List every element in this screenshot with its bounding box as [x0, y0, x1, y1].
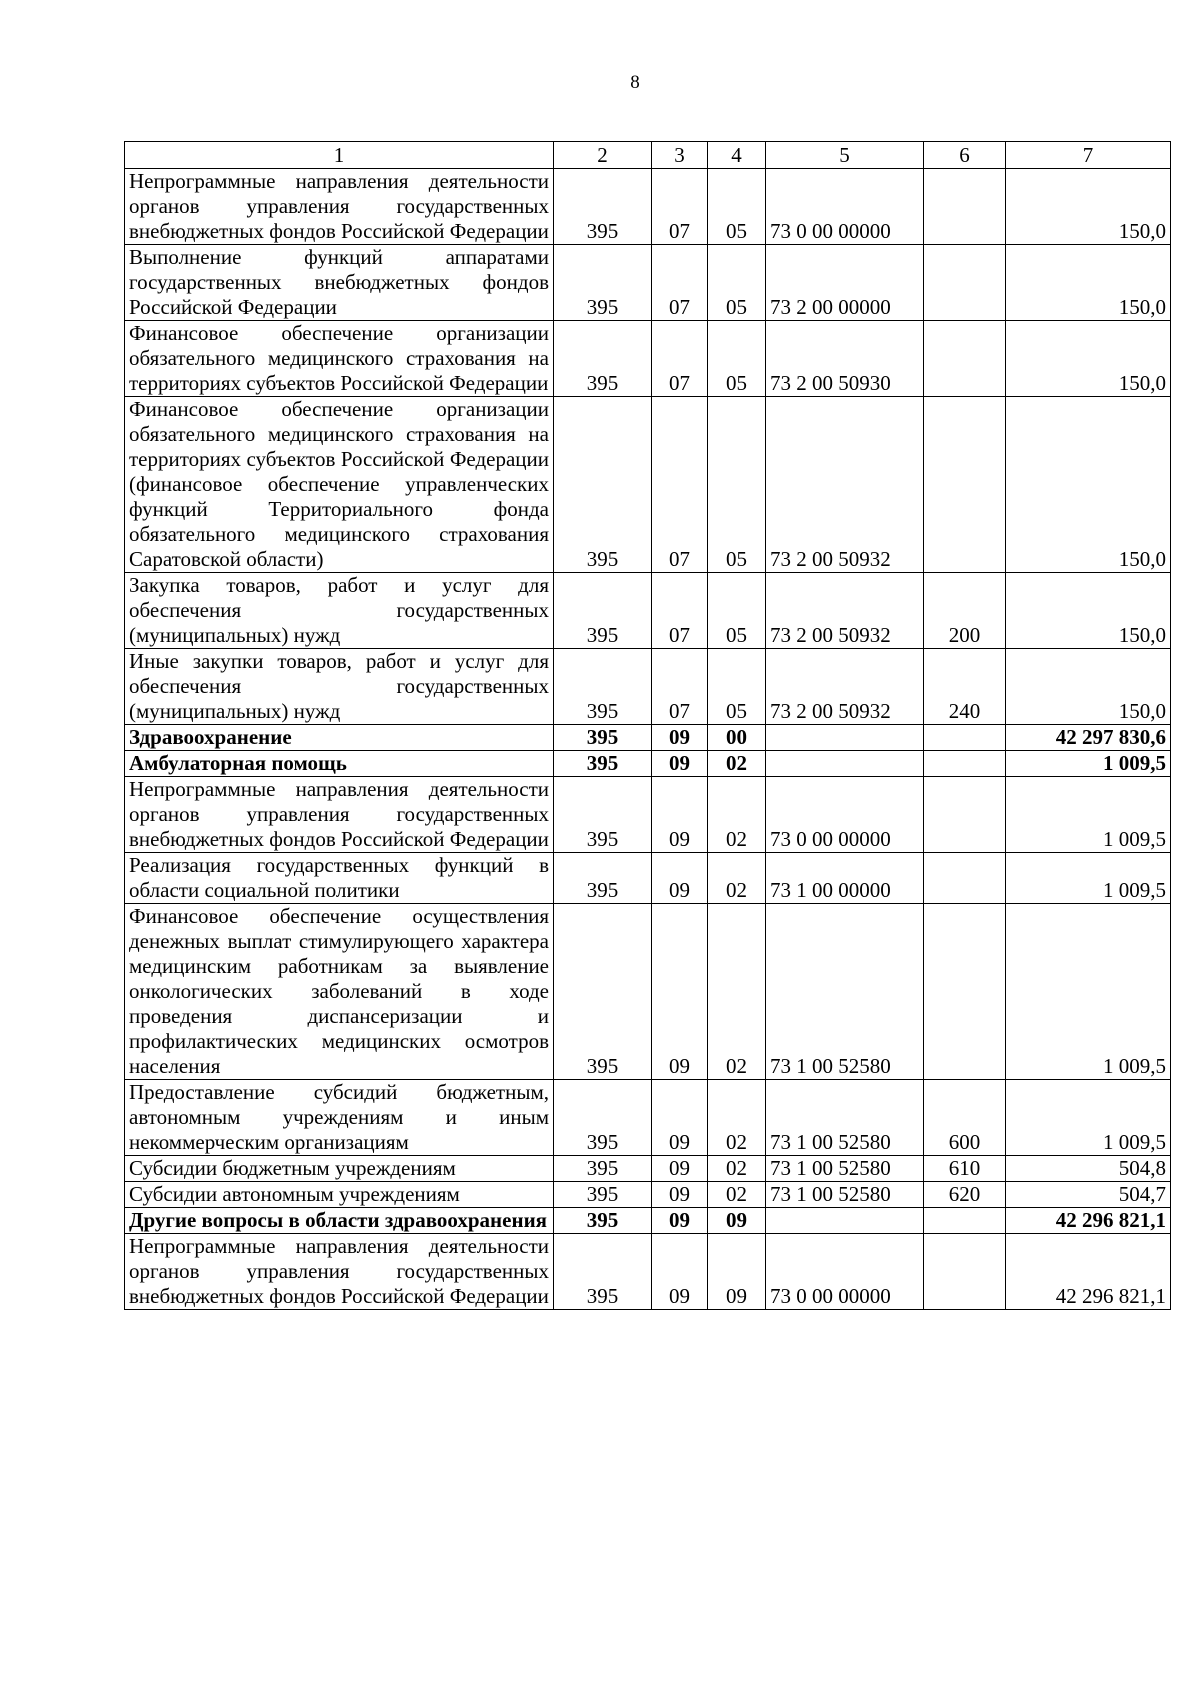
cell-target-item: 73 2 00 50932: [766, 649, 924, 725]
cell-subsection: 05: [708, 573, 766, 649]
cell-subsection: 05: [708, 649, 766, 725]
cell-admin-code: 395: [554, 649, 652, 725]
cell-subsection: 02: [708, 904, 766, 1080]
cell-name: Выполнение функций аппаратами государственных внебюджетных фондов Российской Федерации: [125, 245, 554, 321]
cell-admin-code: 395: [554, 1156, 652, 1182]
cell-amount: 150,0: [1006, 245, 1171, 321]
cell-name: Иные закупки товаров, работ и услуг для обеспечения государственных (муниципальных) нужд: [125, 649, 554, 725]
cell-subsection: 09: [708, 1208, 766, 1234]
cell-subsection: 05: [708, 397, 766, 573]
cell-section: 07: [652, 397, 708, 573]
cell-target-item: 73 0 00 00000: [766, 169, 924, 245]
cell-amount: 150,0: [1006, 397, 1171, 573]
cell-expense-type: 200: [924, 573, 1006, 649]
cell-admin-code: 395: [554, 169, 652, 245]
cell-amount: 1 009,5: [1006, 777, 1171, 853]
cell-name: Амбулаторная помощь: [125, 751, 554, 777]
cell-amount: 1 009,5: [1006, 751, 1171, 777]
cell-admin-code: 395: [554, 751, 652, 777]
cell-expense-type: [924, 725, 1006, 751]
cell-admin-code: 395: [554, 245, 652, 321]
table-row: [125, 1182, 1171, 1208]
cell-subsection: 05: [708, 245, 766, 321]
cell-subsection: 02: [708, 1182, 766, 1208]
cell-target-item: 73 0 00 00000: [766, 777, 924, 853]
cell-target-item: 73 2 00 50930: [766, 321, 924, 397]
table-row: [125, 853, 1171, 904]
cell-admin-code: 395: [554, 1234, 652, 1310]
cell-expense-type: [924, 777, 1006, 853]
column-header: 5: [766, 142, 924, 169]
cell-amount: 150,0: [1006, 649, 1171, 725]
cell-amount: 1 009,5: [1006, 853, 1171, 904]
cell-name: Финансовое обеспечение осуществления денежных выплат стимулирующего характера медицинским работникам за выявление онкологических заболеваний в ходе проведения диспансеризации и профилактических медицинских осмотров населения: [125, 904, 554, 1080]
cell-admin-code: 395: [554, 1208, 652, 1234]
cell-target-item: 73 0 00 00000: [766, 1234, 924, 1310]
cell-section: 09: [652, 725, 708, 751]
cell-section: 09: [652, 751, 708, 777]
cell-target-item: 73 1 00 52580: [766, 1080, 924, 1156]
cell-subsection: 02: [708, 751, 766, 777]
cell-name: Другие вопросы в области здравоохранения: [125, 1208, 554, 1234]
budget-table: [124, 141, 1171, 1310]
cell-name: Финансовое обеспечение организации обязательного медицинского страхования на территориях субъектов Российской Федерации: [125, 321, 554, 397]
table-row: [125, 321, 1171, 397]
cell-name: Непрограммные направления деятельности органов управления государственных внебюджетных фондов Российской Федерации: [125, 169, 554, 245]
table-row: [125, 649, 1171, 725]
cell-target-item: 73 2 00 00000: [766, 245, 924, 321]
cell-section: 07: [652, 649, 708, 725]
cell-subsection: 02: [708, 1080, 766, 1156]
cell-section: 09: [652, 1080, 708, 1156]
cell-amount: 42 296 821,1: [1006, 1208, 1171, 1234]
table-row: [125, 245, 1171, 321]
cell-expense-type: 620: [924, 1182, 1006, 1208]
cell-subsection: 05: [708, 169, 766, 245]
cell-name: Непрограммные направления деятельности органов управления государственных внебюджетных фондов Российской Федерации: [125, 1234, 554, 1310]
cell-target-item: 73 1 00 00000: [766, 853, 924, 904]
cell-admin-code: 395: [554, 777, 652, 853]
table-row: [125, 1208, 1171, 1234]
cell-target-item: 73 1 00 52580: [766, 904, 924, 1080]
cell-expense-type: [924, 1208, 1006, 1234]
table-row: [125, 397, 1171, 573]
column-header: 1: [125, 142, 554, 169]
cell-section: 07: [652, 573, 708, 649]
cell-target-item: 73 1 00 52580: [766, 1156, 924, 1182]
column-header: 3: [652, 142, 708, 169]
cell-subsection: 00: [708, 725, 766, 751]
cell-admin-code: 395: [554, 573, 652, 649]
cell-admin-code: 395: [554, 1080, 652, 1156]
cell-expense-type: [924, 853, 1006, 904]
cell-section: 09: [652, 1234, 708, 1310]
cell-amount: 150,0: [1006, 169, 1171, 245]
column-header: 6: [924, 142, 1006, 169]
cell-name: Закупка товаров, работ и услуг для обеспечения государственных (муниципальных) нужд: [125, 573, 554, 649]
cell-subsection: 05: [708, 321, 766, 397]
cell-section: 09: [652, 1156, 708, 1182]
cell-section: 07: [652, 321, 708, 397]
column-header: 2: [554, 142, 652, 169]
cell-admin-code: 395: [554, 1182, 652, 1208]
cell-name: Реализация государственных функций в области социальной политики: [125, 853, 554, 904]
cell-admin-code: 395: [554, 725, 652, 751]
column-header: 4: [708, 142, 766, 169]
cell-target-item: [766, 725, 924, 751]
cell-name: Субсидии бюджетным учреждениям: [125, 1156, 554, 1182]
cell-expense-type: [924, 245, 1006, 321]
table-row: [125, 777, 1171, 853]
cell-expense-type: [924, 397, 1006, 573]
cell-name: Здравоохранение: [125, 725, 554, 751]
cell-subsection: 09: [708, 1234, 766, 1310]
table-row: [125, 751, 1171, 777]
cell-amount: 42 296 821,1: [1006, 1234, 1171, 1310]
cell-expense-type: 600: [924, 1080, 1006, 1156]
cell-section: 09: [652, 1208, 708, 1234]
header-row: [125, 142, 1171, 169]
cell-admin-code: 395: [554, 904, 652, 1080]
cell-expense-type: 240: [924, 649, 1006, 725]
cell-target-item: [766, 751, 924, 777]
cell-target-item: 73 2 00 50932: [766, 397, 924, 573]
cell-expense-type: [924, 904, 1006, 1080]
cell-section: 07: [652, 245, 708, 321]
cell-admin-code: 395: [554, 321, 652, 397]
cell-target-item: [766, 1208, 924, 1234]
table-row: [125, 1080, 1171, 1156]
cell-target-item: 73 1 00 52580: [766, 1182, 924, 1208]
cell-amount: 42 297 830,6: [1006, 725, 1171, 751]
cell-target-item: 73 2 00 50932: [766, 573, 924, 649]
table-row: [125, 1234, 1171, 1310]
cell-expense-type: [924, 321, 1006, 397]
cell-subsection: 02: [708, 1156, 766, 1182]
cell-amount: 1 009,5: [1006, 1080, 1171, 1156]
table-row: [125, 725, 1171, 751]
cell-section: 09: [652, 1182, 708, 1208]
cell-section: 09: [652, 853, 708, 904]
cell-amount: 150,0: [1006, 321, 1171, 397]
cell-expense-type: 610: [924, 1156, 1006, 1182]
cell-expense-type: [924, 751, 1006, 777]
cell-name: Финансовое обеспечение организации обязательного медицинского страхования на территориях субъектов Российской Федерации (финансовое обеспечение управленческих функций Территориального фонда обязательного медицинского страхования Саратовской области): [125, 397, 554, 573]
cell-name: Предоставление субсидий бюджетным, автономным учреждениям и иным некоммерческим организациям: [125, 1080, 554, 1156]
cell-admin-code: 395: [554, 397, 652, 573]
table-row: [125, 904, 1171, 1080]
table-row: [125, 1156, 1171, 1182]
cell-expense-type: [924, 1234, 1006, 1310]
cell-section: 07: [652, 169, 708, 245]
page-number: 8: [630, 72, 640, 93]
cell-amount: 504,7: [1006, 1182, 1171, 1208]
cell-amount: 504,8: [1006, 1156, 1171, 1182]
cell-amount: 1 009,5: [1006, 904, 1171, 1080]
cell-name: Непрограммные направления деятельности органов управления государственных внебюджетных фондов Российской Федерации: [125, 777, 554, 853]
cell-expense-type: [924, 169, 1006, 245]
cell-section: 09: [652, 904, 708, 1080]
cell-section: 09: [652, 777, 708, 853]
table-body: [125, 169, 1171, 1310]
cell-subsection: 02: [708, 777, 766, 853]
table-row: [125, 573, 1171, 649]
cell-name: Субсидии автономным учреждениям: [125, 1182, 554, 1208]
table-row: [125, 169, 1171, 245]
cell-admin-code: 395: [554, 853, 652, 904]
cell-subsection: 02: [708, 853, 766, 904]
column-header: 7: [1006, 142, 1171, 169]
cell-amount: 150,0: [1006, 573, 1171, 649]
